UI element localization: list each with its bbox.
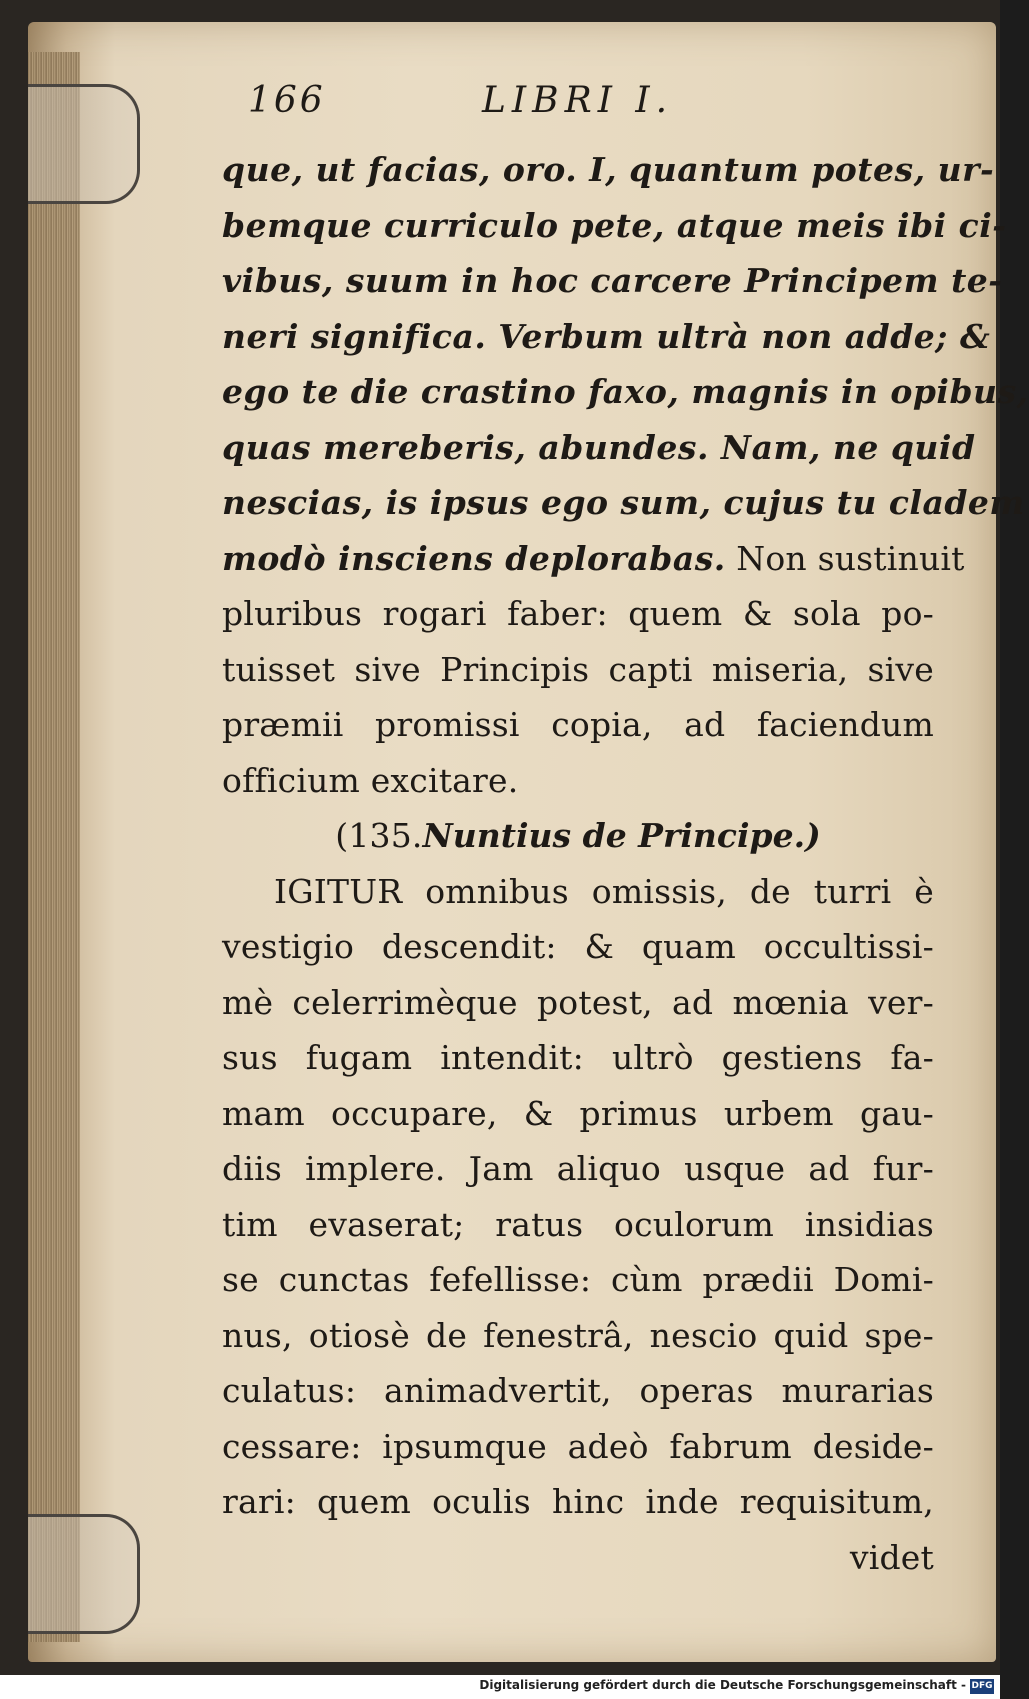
text-line: cessare: ipsumque adeò fabrum deside- [222, 1426, 934, 1466]
text-line: bemque curriculo pete, atque meis ibi ci- [222, 205, 1007, 245]
text-line: culatus: animadvertit, operas murarias [222, 1371, 934, 1410]
text-line: mam occupare, & primus urbem gau- [222, 1093, 934, 1133]
page-edges [28, 52, 80, 1642]
digitization-footer [0, 1675, 1000, 1699]
funding-credit: Digitalisierung gefördert durch die Deutsche Forschungsgemeinschaft - [479, 1678, 966, 1692]
text-line-roman-part: Non sustinuit [736, 538, 965, 578]
text-line: vestigio descendit: & quam occultissi- [222, 927, 934, 966]
text-line: se cunctas fefellisse: cùm prædii Domi- [222, 1260, 934, 1299]
text-line: vibus, suum in hoc carcere Principem te- [222, 261, 1003, 300]
page-text [222, 80, 1029, 1585]
running-head: LIBRI I. [482, 80, 674, 121]
text-line: nus, otiosè de fenestrâ, nescio quid spe- [222, 1315, 934, 1355]
text-line: nescias, is ipsus ego sum, cujus tu cladem [222, 483, 1025, 522]
page-header [222, 80, 934, 142]
text-line: rari: quem oculis hinc inde requisitum, [222, 1482, 934, 1521]
text-line: IGITUR omnibus omissis, de turri è [274, 871, 934, 911]
text-line: pluribus rogari faber: quem & sola po- [222, 594, 934, 633]
text-line: mè celerrimèque potest, ad mœnia ver- [222, 982, 934, 1022]
text-line: que, ut facias, oro. I, quantum potes, ur- [222, 150, 995, 189]
text-line: tuisset sive Principis capti miseria, sive [222, 649, 934, 689]
catchword: videt [849, 1537, 934, 1577]
text-line-italic-part: modò insciens deplorabas. [222, 538, 726, 578]
text-line: tim evaserat; ratus oculorum insidias [222, 1204, 934, 1244]
dfg-logo-icon: DFG [970, 1679, 994, 1694]
clasp-tab-top [28, 84, 140, 204]
text-line: officium excitare. [222, 760, 519, 800]
text-line: neri significa. Verbum ultrà non adde; & [222, 316, 991, 356]
text-line: præmii promissi copia, ad faciendum [222, 705, 934, 744]
text-line: ego te die crastino faxo, magnis in opibus, [222, 372, 1029, 411]
clasp-tab-bottom [28, 1514, 140, 1634]
text-line: diis implere. Jam aliquo usque ad fur- [222, 1149, 934, 1188]
section-title: Nuntius de Principe.) [422, 816, 821, 855]
text-line: sus fugam intendit: ultrò gestiens fa- [222, 1038, 934, 1077]
text-line-mixed [222, 531, 965, 587]
page-number: 166 [248, 80, 326, 121]
section-heading [222, 808, 934, 864]
text-line: quas mereberis, abundes. Nam, ne quid [222, 427, 976, 467]
section-number: (135. [335, 816, 423, 855]
